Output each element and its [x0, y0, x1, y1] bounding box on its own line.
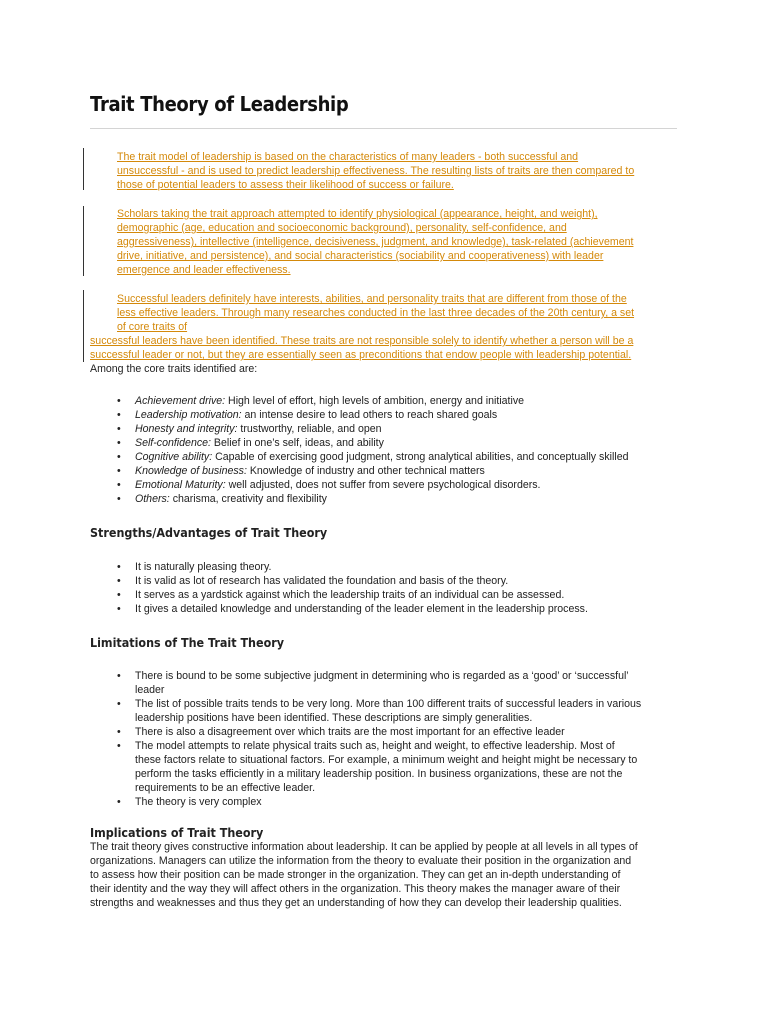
title-divider	[90, 128, 677, 129]
bullet: •	[117, 561, 121, 573]
section-heading-limitations: Limitations of The Trait Theory	[90, 636, 285, 650]
text-line: those of potential leaders to assess their likelihood of success or failure.	[117, 179, 454, 191]
bullet: •	[117, 409, 121, 421]
text-line: It is naturally pleasing theory.	[135, 561, 272, 573]
text-line: It gives a detailed knowledge and understanding of the leader element in the leadership process.	[135, 603, 588, 615]
bullet: •	[117, 451, 121, 463]
implications-paragraph	[90, 840, 638, 910]
text-line: There is bound to be some subjective judgment in determining who is regarded as a ‘good’ or ‘successful’	[135, 670, 629, 682]
text-line: their identity and the way they will affect others in the organization. This theory makes the manager aware of their	[90, 883, 621, 895]
document-title: Trait Theory of Leadership	[90, 92, 349, 116]
trait-term: Emotional Maturity:	[135, 479, 226, 491]
list-item	[117, 422, 628, 436]
text-line: unsuccessful - and is used to predict leadership effectiveness. The resulting lists of traits are then compared to	[117, 165, 635, 177]
bullet: •	[117, 423, 121, 435]
text-line: There is also a disagreement over which traits are the most important for an effective leader	[135, 726, 565, 738]
trait-description: Knowledge of industry and other technical matters	[246, 465, 485, 477]
bullet: •	[117, 796, 121, 808]
text-line: emergence and leader effectiveness.	[117, 264, 291, 276]
bullet: •	[117, 465, 121, 477]
list-item	[117, 795, 641, 809]
list-item	[117, 588, 588, 602]
text-line: leadership positions have been identified. These descriptions are simply generalities.	[135, 712, 533, 724]
text-line: strengths and weaknesses and thus they get an understanding of how they can develop their leadership qualities.	[90, 897, 622, 909]
trait-term: Achievement drive:	[135, 395, 226, 407]
bullet: •	[117, 698, 121, 710]
text-line: The list of possible traits tends to be very long. More than 100 different traits of successful leaders in various	[135, 698, 642, 710]
list-item	[117, 560, 588, 574]
intro-paragraph	[117, 150, 634, 192]
trait-term: Cognitive ability:	[135, 451, 213, 463]
trait-term: Leadership motivation:	[135, 409, 242, 421]
list-item	[117, 394, 628, 408]
text-line: It serves as a yardstick against which the leadership traits of an individual can be assessed.	[135, 589, 565, 601]
text-line: The theory is very complex	[135, 796, 262, 808]
text-line: It is valid as lot of research has validated the foundation and basis of the theory.	[135, 575, 509, 587]
list-item	[117, 725, 641, 739]
section-heading-implications: Implications of Trait Theory	[90, 826, 264, 840]
bullet: •	[117, 479, 121, 491]
trait-term: Knowledge of business:	[135, 465, 247, 477]
text-line: organizations. Managers can utilize the information from the theory to evaluate their position in the organization and	[90, 855, 632, 867]
list-item	[117, 669, 641, 697]
section-heading-strengths: Strengths/Advantages of Trait Theory	[90, 526, 328, 540]
intro-paragraph	[117, 207, 633, 277]
text-line: to assess how their position can be made stronger in the organization. They can get an in-depth understanding of	[90, 869, 621, 881]
text-line: The trait theory gives constructive information about leadership. It can be applied by people at all levels in all types of	[90, 841, 638, 853]
list-item	[117, 478, 628, 492]
change-bar	[83, 206, 84, 276]
core-traits-intro	[90, 362, 257, 376]
change-bar	[83, 290, 84, 362]
text-line: of core traits of	[117, 321, 188, 333]
text-line: drive, initiative, and persistence), and social characteristics (sociability and cooperativeness) with leader	[117, 250, 604, 262]
list-item	[117, 697, 641, 725]
text-line: leader	[135, 684, 165, 696]
trait-term: Honesty and integrity:	[135, 423, 238, 435]
text-line: Among the core traits identified are:	[90, 363, 258, 375]
bullet: •	[117, 437, 121, 449]
list-item	[117, 464, 628, 478]
list-item	[117, 492, 628, 506]
bullet: •	[117, 395, 121, 407]
text-line: successful leader or not, but they are essentially seen as preconditions that endow people with leadership potential.	[90, 349, 632, 361]
intro-paragraph-continuation	[90, 334, 633, 362]
bullet: •	[117, 670, 121, 682]
text-line: demographic (age, education and socioeconomic background), personality, self-confidence, and	[117, 222, 567, 234]
trait-description: well adjusted, does not suffer from severe psychological disorders.	[225, 479, 541, 491]
text-line: requirements to be an effective leader.	[135, 782, 316, 794]
list-item	[117, 574, 588, 588]
list-item	[117, 450, 628, 464]
bullet: •	[117, 589, 121, 601]
core-traits-list	[117, 394, 628, 506]
text-line: Scholars taking the trait approach attempted to identify physiological (appearance, height, and weight),	[117, 208, 598, 220]
bullet: •	[117, 726, 121, 738]
trait-description: an intense desire to lead others to reach shared goals	[241, 409, 498, 421]
trait-term: Others:	[135, 493, 170, 505]
text-line: successful leaders have been identified. These traits are not responsible solely to identify whether a person will be a	[90, 335, 634, 347]
intro-paragraph	[117, 292, 634, 334]
text-line: perform the tasks efficiently in a military leadership position. In business organizations, these are not the	[135, 768, 623, 780]
change-bar	[83, 148, 84, 190]
bullet: •	[117, 603, 121, 615]
list-item	[117, 408, 628, 422]
trait-term: Self-confidence:	[135, 437, 211, 449]
trait-description: High level of effort, high levels of ambition, energy and initiative	[225, 395, 525, 407]
strengths-list	[117, 560, 588, 616]
trait-description: charisma, creativity and flexibility	[169, 493, 327, 505]
text-line: these factors relate to situational factors. For example, a minimum weight and height might be necessary to	[135, 754, 638, 766]
text-line: Successful leaders definitely have interests, abilities, and personality traits that are different from those of the	[117, 293, 627, 305]
trait-description: trustworthy, reliable, and open	[237, 423, 382, 435]
trait-description: Capable of exercising good judgment, strong analytical abilities, and conceptually skilled	[212, 451, 629, 463]
list-item	[117, 739, 641, 795]
list-item	[117, 602, 588, 616]
text-line: aggressiveness), intellective (intelligence, decisiveness, judgment, and knowledge), task-related (achievement	[117, 236, 634, 248]
bullet: •	[117, 575, 121, 587]
text-line: less effective leaders. Through many researches conducted in the last three decades of the 20th century, a set	[117, 307, 635, 319]
bullet: •	[117, 740, 121, 752]
list-item	[117, 436, 628, 450]
trait-description: Belief in one’s self, ideas, and ability	[210, 437, 384, 449]
text-line: The trait model of leadership is based on the characteristics of many leaders - both successful and	[117, 151, 579, 163]
bullet: •	[117, 493, 121, 505]
limitations-list	[117, 669, 641, 809]
text-line: The model attempts to relate physical traits such as, height and weight, to effective leadership. Most of	[135, 740, 615, 752]
